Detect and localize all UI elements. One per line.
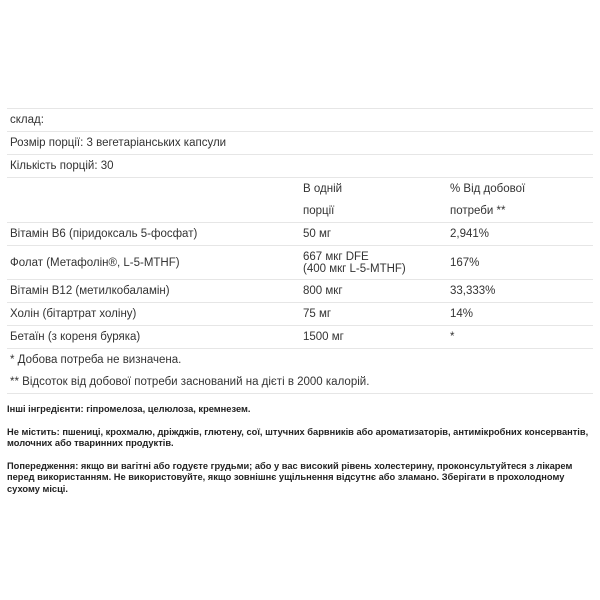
other-ingredients: Інші інгредієнти: гіпромелоза, целюлоза, кремнезем. — [7, 404, 251, 414]
does-not-contain: Не містить: пшениці, крохмалю, дріжджів, глютену, сої, штучних барвників або ароматизаторів, антимікробних консервантів, молочних або тваринних продуктів. — [7, 426, 589, 448]
table-row: Вітамін B6 (піридоксаль 5-фосфат) 50 мг 2,941% — [7, 222, 593, 245]
servings-count: Кількість порцій: 30 — [10, 160, 114, 172]
product-notes — [7, 404, 593, 506]
table-row: Бетаїн (з кореня буряка) 1500 мг * — [7, 325, 593, 348]
composition-heading-row — [7, 108, 593, 131]
table-row: Вітамін B12 (метилкобаламін) 800 мкг 33,333% — [7, 279, 593, 302]
table-row: Холін (бітартрат холіну) 75 мг 14% — [7, 302, 593, 325]
header-row-1 — [7, 177, 593, 200]
dv-header-2: потреби ** — [450, 205, 506, 217]
amount-header-2: порції — [303, 205, 335, 217]
servings-count-row — [7, 154, 593, 177]
serving-size-row — [7, 131, 593, 154]
serving-size: Розмір порції: 3 вегетаріанських капсули — [10, 137, 227, 149]
warning: Попередження: якщо ви вагітні або годуєте грудьми; або у вас високий рівень холестерину, проконсультуйтеся з лікарем перед використанням. Не використовуйте, якщо зовнішнє ущільнення відсутнє або зламано. Зберігати в прохолодному сухому місці. — [7, 460, 573, 494]
composition-heading: склад: — [10, 114, 44, 126]
supplement-facts-table — [7, 108, 593, 394]
table-row: Фолат (Метафолін®, L-5-MTHF) 667 мкг DFE (400 мкг L-5-MTHF) 167% — [7, 245, 593, 279]
dv-header: % Від добової — [450, 183, 526, 195]
footnote: * Добова потреба не визначена. — [7, 348, 593, 371]
footnote: ** Відсоток від добової потреби заснований на дієті в 2000 калорій. — [7, 371, 593, 394]
header-row-2 — [7, 200, 593, 222]
amount-header: В одній — [303, 183, 343, 195]
